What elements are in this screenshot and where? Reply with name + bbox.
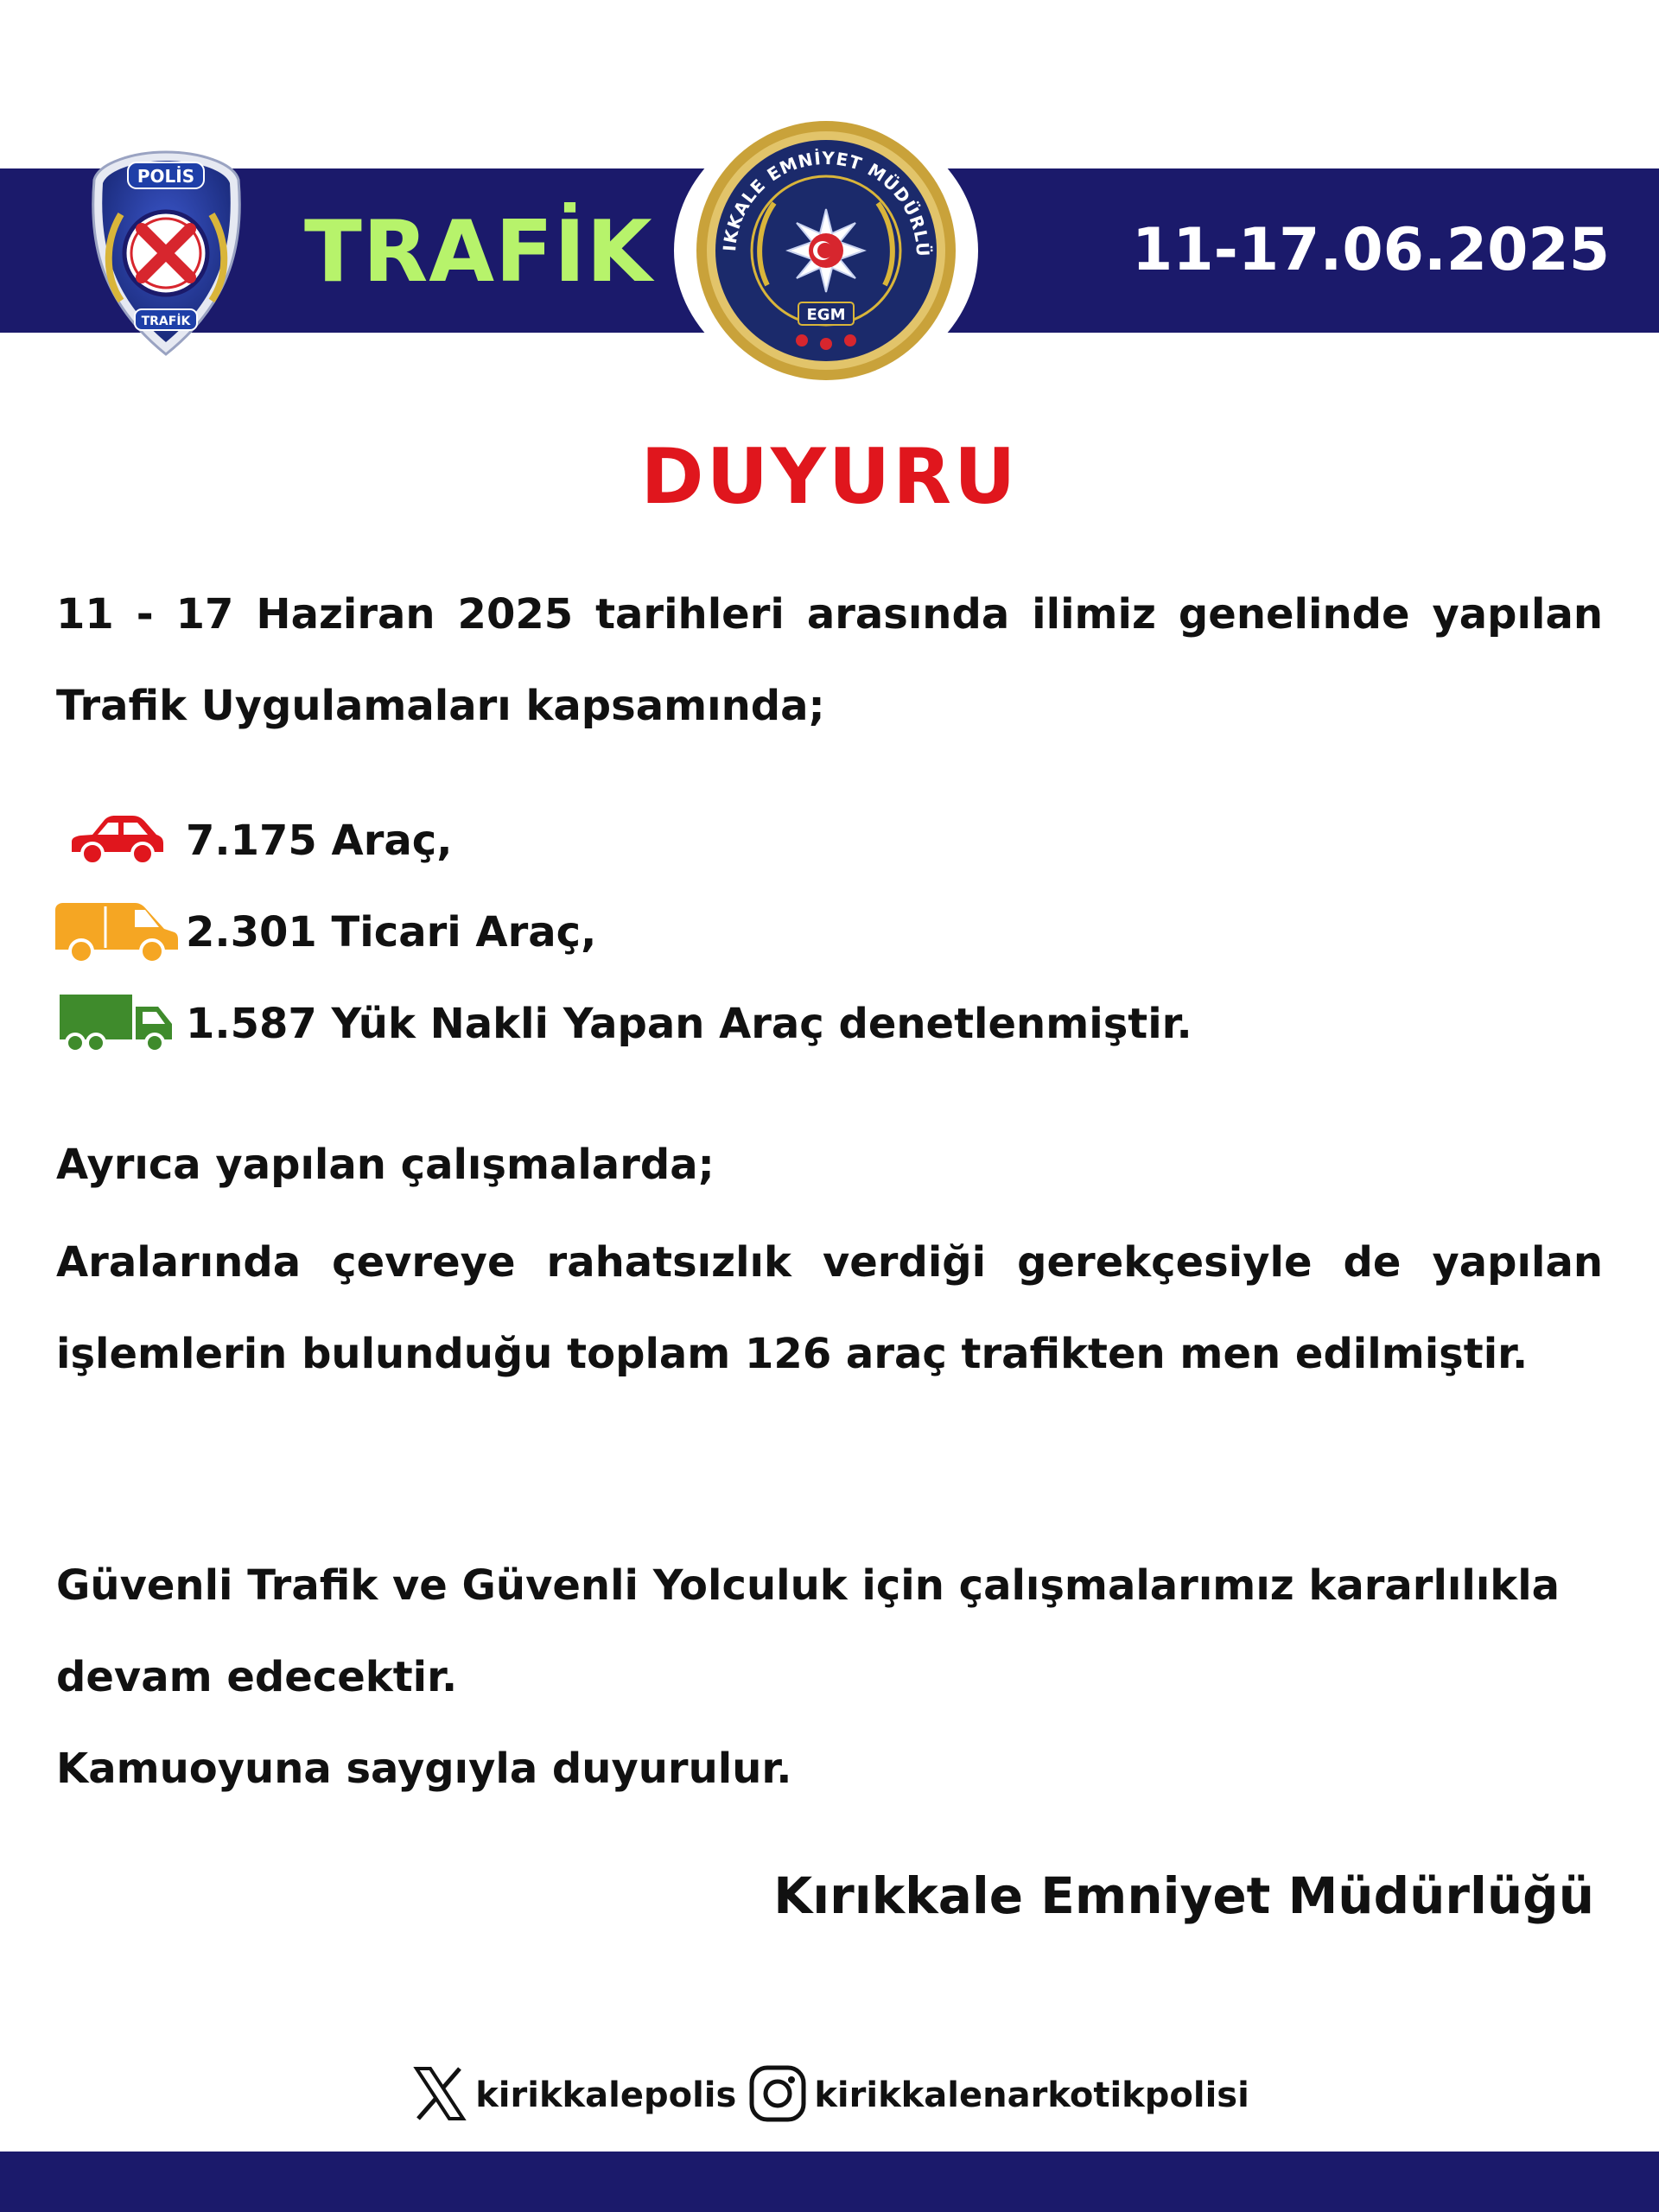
signature: Kırıkkale Emniyet Müdürlüğü (773, 1866, 1594, 1925)
badge-bottom-text: TRAFİK (141, 315, 191, 328)
vehicle-row-truck (52, 985, 1192, 1063)
announcement-date: 11-17.06.2025 (1132, 216, 1611, 284)
page-title: TRAFİK (304, 203, 653, 302)
red-car-icon (52, 802, 181, 880)
twitter-handle: kirikkalepolis (475, 2075, 737, 2115)
green-truck-icon (52, 985, 181, 1063)
twitter-link[interactable] (410, 2063, 736, 2127)
yellow-van-icon (52, 893, 181, 971)
vehicle-row-car (52, 802, 452, 880)
social-links (0, 2056, 1659, 2134)
x-logo-icon (410, 2063, 470, 2127)
seal-abbr: EGM (806, 306, 846, 324)
instagram-handle: kirikkalenarkotikpolisi (814, 2075, 1249, 2115)
additional-body: Aralarında çevreye rahatsızlık verdiği gerekçesiyle de yapılan işlemlerin bulunduğu toplam 126 araç trafikten men edilmiştir. (56, 1238, 1603, 1378)
vehicle-row-van (52, 893, 596, 971)
police-traffic-badge-logo (86, 145, 246, 361)
vehicle-count-car: 7.175 Araç, (186, 817, 453, 865)
footer-bar (0, 2152, 1659, 2212)
announcement-heading: DUYURU (640, 432, 1019, 521)
vehicle-count-van: 2.301 Ticari Araç, (186, 908, 597, 957)
additional-intro: Ayrıca yapılan çalışmalarda; (56, 1141, 715, 1189)
egm-seal-logo (672, 112, 980, 389)
instagram-link[interactable] (747, 2063, 1249, 2128)
vehicle-count-truck: 1.587 Yük Nakli Yapan Araç denetlenmiştir. (186, 1000, 1192, 1048)
closing-statement: Güvenli Trafik ve Güvenli Yolculuk için çalışmalarımız kararlılıkla devam edecektir. (56, 1561, 1560, 1701)
closing-greeting: Kamuoyuna saygıyla duyurulur. (56, 1745, 792, 1793)
seal-text: IKKALE EMNİYET MÜDÜRLÜ (719, 147, 934, 258)
instagram-icon (747, 2063, 809, 2128)
badge-top-text: POLİS (137, 166, 195, 187)
intro-paragraph: 11 - 17 Haziran 2025 tarihleri arasında ilimiz genelinde yapılan Trafik Uygulamaları kapsamında; (56, 590, 1603, 730)
